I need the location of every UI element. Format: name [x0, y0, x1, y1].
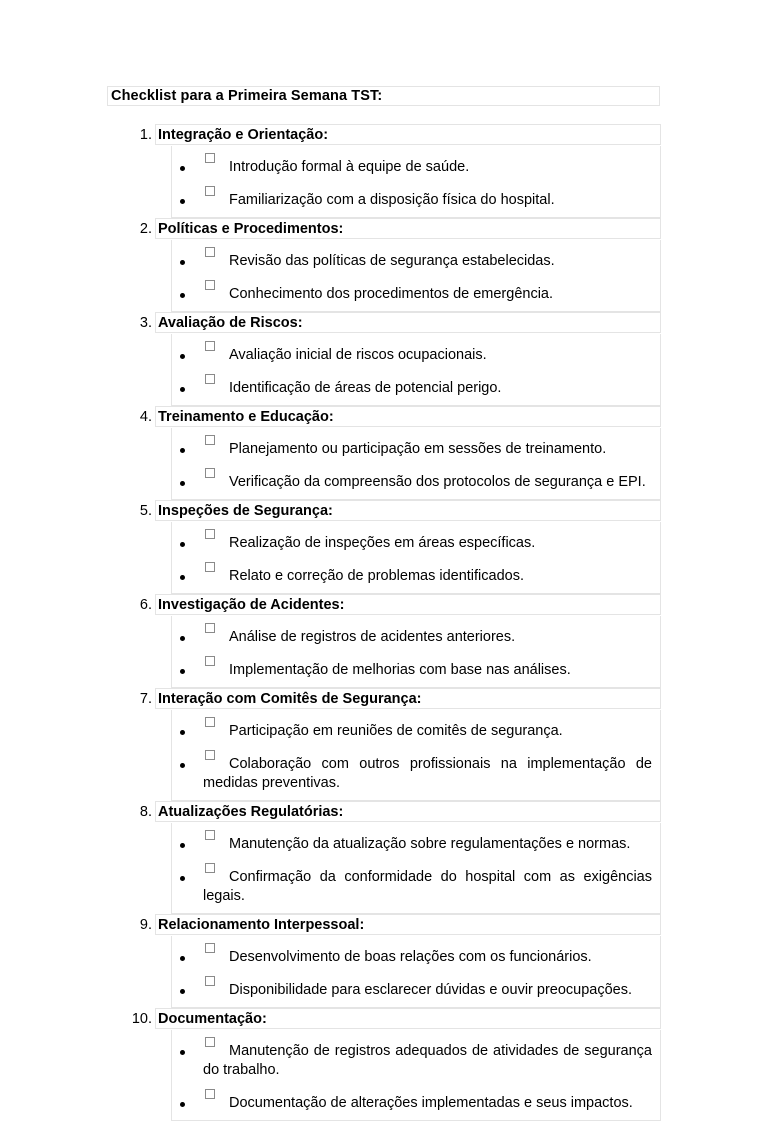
checkbox[interactable] [205, 280, 215, 290]
bullet-icon [180, 293, 185, 298]
checkbox[interactable] [205, 341, 215, 351]
section-items [171, 428, 661, 500]
section-title-box [155, 406, 661, 427]
section-title-box [155, 914, 661, 935]
checklist-item-text: Disponibilidade para esclarecer dúvidas e ouvir preocupações. [229, 982, 633, 998]
section-header [122, 406, 661, 428]
checkbox[interactable] [205, 186, 215, 196]
bullet-icon [180, 730, 185, 735]
section-title-box [155, 1008, 661, 1029]
section-number: 2. [139, 221, 152, 237]
checklist-item-text: Conhecimento dos procedimentos de emergência. [229, 286, 554, 302]
checklist-item [172, 860, 660, 912]
checklist-item-text: Identificação de áreas de potencial perigo. [229, 380, 502, 396]
section-title: Atualizações Regulatórias: [158, 804, 344, 820]
bullet-icon [180, 989, 185, 994]
section-header [122, 914, 661, 936]
section-items [171, 936, 661, 1008]
bullet-icon [180, 354, 185, 359]
checkbox[interactable] [205, 435, 215, 445]
section-title-box [155, 218, 661, 239]
checklist-item [172, 559, 660, 592]
section-title: Inspeções de Segurança: [158, 503, 333, 519]
checklist-item [172, 620, 660, 653]
section-number: 5. [139, 503, 152, 519]
section-number: 3. [139, 315, 152, 331]
section-title-box [155, 801, 661, 822]
section-title: Treinamento e Educação: [158, 409, 334, 425]
bullet-icon [180, 1102, 185, 1107]
section-number: 1. [139, 127, 152, 143]
section-number: 4. [139, 409, 152, 425]
section-items [171, 1030, 661, 1121]
bullet-icon [180, 199, 185, 204]
bullet-icon [180, 481, 185, 486]
section-title: Relacionamento Interpessoal: [158, 917, 365, 933]
bullet-icon [180, 956, 185, 961]
checklist-item-text: Realização de inspeções em áreas específicas. [229, 535, 536, 551]
bullet-icon [180, 260, 185, 265]
checklist-item-text: Revisão das políticas de segurança estabelecidas. [229, 253, 555, 269]
bullet-icon [180, 636, 185, 641]
section-items [171, 334, 661, 406]
bullet-icon [180, 575, 185, 580]
section-number: 9. [139, 917, 152, 933]
section-header [122, 594, 661, 616]
bullet-icon [180, 843, 185, 848]
checklist-item [172, 150, 660, 183]
checkbox[interactable] [205, 623, 215, 633]
checklist-item-text: Familiarização com a disposição física do hospital. [229, 192, 555, 208]
section-header [122, 801, 661, 823]
bullet-icon [180, 1050, 185, 1055]
checkbox[interactable] [205, 656, 215, 666]
section-header [122, 1008, 661, 1030]
checklist-item-text: Relato e correção de problemas identificados. [229, 568, 524, 584]
section-items [171, 146, 661, 218]
bullet-icon [180, 387, 185, 392]
checkbox[interactable] [205, 1089, 215, 1099]
checkbox[interactable] [205, 943, 215, 953]
checklist [122, 124, 661, 1121]
section-header [122, 124, 661, 146]
checklist-item-text: Manutenção de registros adequados de atividades de segurança do trabalho. [203, 1043, 652, 1078]
section-items [171, 616, 661, 688]
section-title: Interação com Comitês de Segurança: [158, 691, 422, 707]
checklist-item [172, 714, 660, 747]
checkbox[interactable] [205, 750, 215, 760]
checklist-item-text: Introdução formal à equipe de saúde. [229, 159, 470, 175]
section-header [122, 688, 661, 710]
bullet-icon [180, 669, 185, 674]
section-title-box [155, 312, 661, 333]
section-title-box [155, 594, 661, 615]
section-title: Integração e Orientação: [158, 127, 329, 143]
checkbox[interactable] [205, 717, 215, 727]
checkbox[interactable] [205, 468, 215, 478]
checklist-item-text: Participação em reuniões de comitês de segurança. [229, 723, 563, 739]
section-title-box [155, 688, 661, 709]
checkbox[interactable] [205, 247, 215, 257]
section-number: 7. [139, 691, 152, 707]
checkbox[interactable] [205, 830, 215, 840]
checkbox[interactable] [205, 529, 215, 539]
checklist-item-text: Avaliação inicial de riscos ocupacionais. [229, 347, 487, 363]
checklist-item [172, 277, 660, 310]
section-items [171, 710, 661, 801]
page-title: Checklist para a Primeira Semana TST: [111, 88, 383, 104]
checklist-item [172, 940, 660, 973]
checkbox[interactable] [205, 863, 215, 873]
title-box [107, 86, 660, 106]
section-title-box [155, 124, 661, 145]
section-items [171, 823, 661, 914]
section-number: 6. [139, 597, 152, 613]
checklist-item-text: Planejamento ou participação em sessões de treinamento. [229, 441, 607, 457]
checklist-item-text: Desenvolvimento de boas relações com os funcionários. [229, 949, 592, 965]
checklist-item [172, 526, 660, 559]
section-title: Investigação de Acidentes: [158, 597, 345, 613]
checklist-item [172, 371, 660, 404]
checklist-item [172, 1034, 660, 1086]
section-title: Documentação: [158, 1011, 267, 1027]
bullet-icon [180, 166, 185, 171]
checkbox[interactable] [205, 976, 215, 986]
checklist-item-text: Manutenção da atualização sobre regulamentações e normas. [229, 836, 631, 852]
section-number: 8. [139, 804, 152, 820]
section-number: 10. [131, 1011, 152, 1027]
checkbox[interactable] [205, 153, 215, 163]
section-header [122, 218, 661, 240]
checklist-item [172, 1086, 660, 1119]
section-items [171, 522, 661, 594]
checklist-item [172, 338, 660, 371]
section-title-box [155, 500, 661, 521]
bullet-icon [180, 876, 185, 881]
section-header [122, 500, 661, 522]
checklist-item [172, 653, 660, 686]
section-header [122, 312, 661, 334]
checklist-item-text: Colaboração com outros profissionais na implementação de medidas preventivas. [203, 756, 652, 791]
bullet-icon [180, 542, 185, 547]
checklist-item [172, 244, 660, 277]
checklist-item [172, 973, 660, 1006]
checkbox[interactable] [205, 562, 215, 572]
checklist-item [172, 432, 660, 465]
section-title: Políticas e Procedimentos: [158, 221, 344, 237]
checklist-item [172, 183, 660, 216]
section-items [171, 240, 661, 312]
bullet-icon [180, 448, 185, 453]
checkbox[interactable] [205, 1037, 215, 1047]
section-title: Avaliação de Riscos: [158, 315, 303, 331]
checklist-item [172, 465, 660, 498]
checklist-item-text: Verificação da compreensão dos protocolos de segurança e EPI. [229, 474, 646, 490]
checklist-item-text: Confirmação da conformidade do hospital com as exigências legais. [203, 869, 652, 904]
checklist-item-text: Implementação de melhorias com base nas análises. [229, 662, 571, 678]
checkbox[interactable] [205, 374, 215, 384]
checklist-item-text: Análise de registros de acidentes anteriores. [229, 629, 516, 645]
checklist-item [172, 827, 660, 860]
bullet-icon [180, 763, 185, 768]
checklist-item [172, 747, 660, 799]
checklist-item-text: Documentação de alterações implementadas e seus impactos. [229, 1095, 633, 1111]
